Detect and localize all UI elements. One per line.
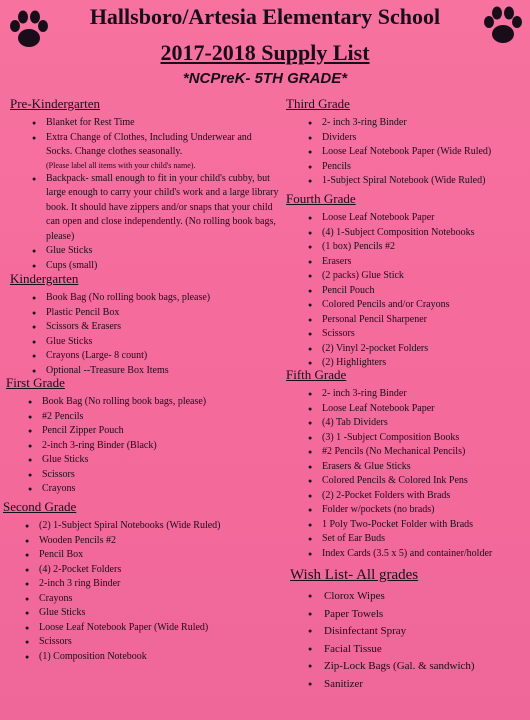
list-item: ● Personal Pencil Sharpener [286, 313, 526, 328]
list-item: ● Set of Ear Buds [286, 532, 526, 547]
list-item: ● Plastic Pencil Box [10, 306, 280, 321]
list-item: ● Extra Change of Clothes, Including Underwear and Socks. Change clothes seasonally. [10, 131, 280, 160]
section-pre-kindergarten [10, 96, 280, 273]
list-item: ● 1-Subject Spiral Notebook (Wide Ruled) [286, 174, 526, 189]
section-fourth-grade [286, 191, 526, 371]
list-item: ● Book Bag (No rolling book bags, please) [6, 395, 276, 410]
list-item: ● Zip-Lock Bags (Gal. & sandwich) [290, 658, 526, 676]
list-item: ● Loose Leaf Notebook Paper (Wide Ruled) [3, 621, 283, 636]
section-heading: Fifth Grade [286, 367, 347, 382]
list-item: ● Glue Sticks [6, 453, 276, 468]
page-title [0, 40, 530, 66]
list-item: ● (4) 1-Subject Composition Notebooks [286, 226, 526, 241]
list-item: ● Paper Towels [290, 606, 526, 624]
list-item: ● Facial Tissue [290, 641, 526, 659]
list-item: ● Crayons [6, 482, 276, 497]
section-second-grade [3, 499, 283, 664]
list-item: ● Colored Pencils and/or Crayons [286, 298, 526, 313]
list-item: ● (4) Tab Dividers [286, 416, 526, 431]
grade-range: *NCPreK- 5TH GRADE* [182, 70, 348, 87]
list-item: ● Disinfectant Spray [290, 623, 526, 641]
list-item: ● Backpack- small enough to fit in your child's cubby, but large enough to carry your child's work and a large library book. It should have zippers and/or snaps that your child can open and close independently. (No rolling book bags, please) [10, 172, 280, 245]
list-item: ● Wooden Pencils #2 [3, 534, 283, 549]
list-item: ● (2) Highlighters [286, 356, 526, 371]
list-item: ● Glue Sticks [3, 606, 283, 621]
section-third-grade [286, 96, 526, 189]
list-item: ● Scissors [6, 468, 276, 483]
list-item: ● Glue Sticks [10, 244, 280, 259]
list-note: (Please label all items with your child's name). [46, 160, 196, 170]
list-item: ● (4) 2-Pocket Folders [3, 563, 283, 578]
list-item: ● Sanitizer [290, 676, 526, 694]
list-item: ● Loose Leaf Notebook Paper [286, 402, 526, 417]
section-heading: Pre-Kindergarten [10, 96, 101, 111]
list-item: ● #2 Pencils [6, 410, 276, 425]
list-item: ● Book Bag (No rolling book bags, please) [10, 291, 280, 306]
list-item: ● Crayons [3, 592, 283, 607]
list-item: ● Pencil Pouch [286, 284, 526, 299]
list-item: ● 2-inch 3-ring Binder (Black) [6, 439, 276, 454]
list-item: ● Colored Pencils & Colored Ink Pens [286, 474, 526, 489]
section-heading: Kindergarten [10, 271, 79, 286]
school-name: Hallsboro/Artesia Elementary School [89, 4, 441, 29]
section-wish-list [290, 567, 526, 693]
list-item: ● (2) 2-Pocket Folders with Brads [286, 489, 526, 504]
list-item: ● Crayons (Large- 8 count) [10, 349, 280, 364]
list-item: ● (2) Vinyl 2-pocket Folders [286, 342, 526, 357]
list-item: ● (2) 1-Subject Spiral Notebooks (Wide Ruled) [3, 519, 283, 534]
list-item: ● Pencil Box [3, 548, 283, 563]
section-kindergarten [10, 271, 280, 378]
section-heading: Third Grade [286, 96, 350, 111]
section-first-grade [6, 375, 276, 497]
list-item: ● Loose Leaf Notebook Paper (Wide Ruled) [286, 145, 526, 160]
list-item: ● Clorox Wipes [290, 588, 526, 606]
list-item: ● 2- inch 3-ring Binder [286, 116, 526, 131]
list-item: ● (1 box) Pencils #2 [286, 240, 526, 255]
list-item: ● Scissors & Erasers [10, 320, 280, 335]
list-item: ● Scissors [286, 327, 526, 342]
list-item: ● 1 Poly Two-Pocket Folder with Brads [286, 518, 526, 533]
section-heading: Second Grade [3, 499, 77, 514]
list-item: ● Glue Sticks [10, 335, 280, 350]
list-item: ● Pencils [286, 160, 526, 175]
list-item: ● Scissors [3, 635, 283, 650]
list-item: ● (2 packs) Glue Stick [286, 269, 526, 284]
list-item: ● (1) Composition Notebook [3, 650, 283, 665]
list-item: ● 2- inch 3-ring Binder [286, 387, 526, 402]
list-item: ● Loose Leaf Notebook Paper [286, 211, 526, 226]
list-item: ● Folder w/pockets (no brads) [286, 503, 526, 518]
list-item: ● Blanket for Rest Time [10, 116, 280, 131]
list-item: ● Cups (small) [10, 259, 280, 274]
section-heading: Wish List- All grades [290, 567, 419, 583]
list-item: ● #2 Pencils (No Mechanical Pencils) [286, 445, 526, 460]
list-item: ● Dividers [286, 131, 526, 146]
list-item: ● Pencil Zipper Pouch [6, 424, 276, 439]
list-item: ● 2-inch 3 ring Binder [3, 577, 283, 592]
list-item: ● (3) 1 -Subject Composition Books [286, 431, 526, 446]
list-item: ● Optional --Treasure Box Items [10, 364, 280, 379]
section-fifth-grade [286, 367, 526, 561]
section-heading: First Grade [6, 375, 65, 390]
list-item: ● Erasers [286, 255, 526, 270]
title-text: 2017-2018 Supply List [160, 40, 370, 65]
section-heading: Fourth Grade [286, 191, 356, 206]
list-item: ● Index Cards (3.5 x 5) and container/holder [286, 547, 526, 562]
list-item: ● Erasers & Glue Sticks [286, 460, 526, 475]
